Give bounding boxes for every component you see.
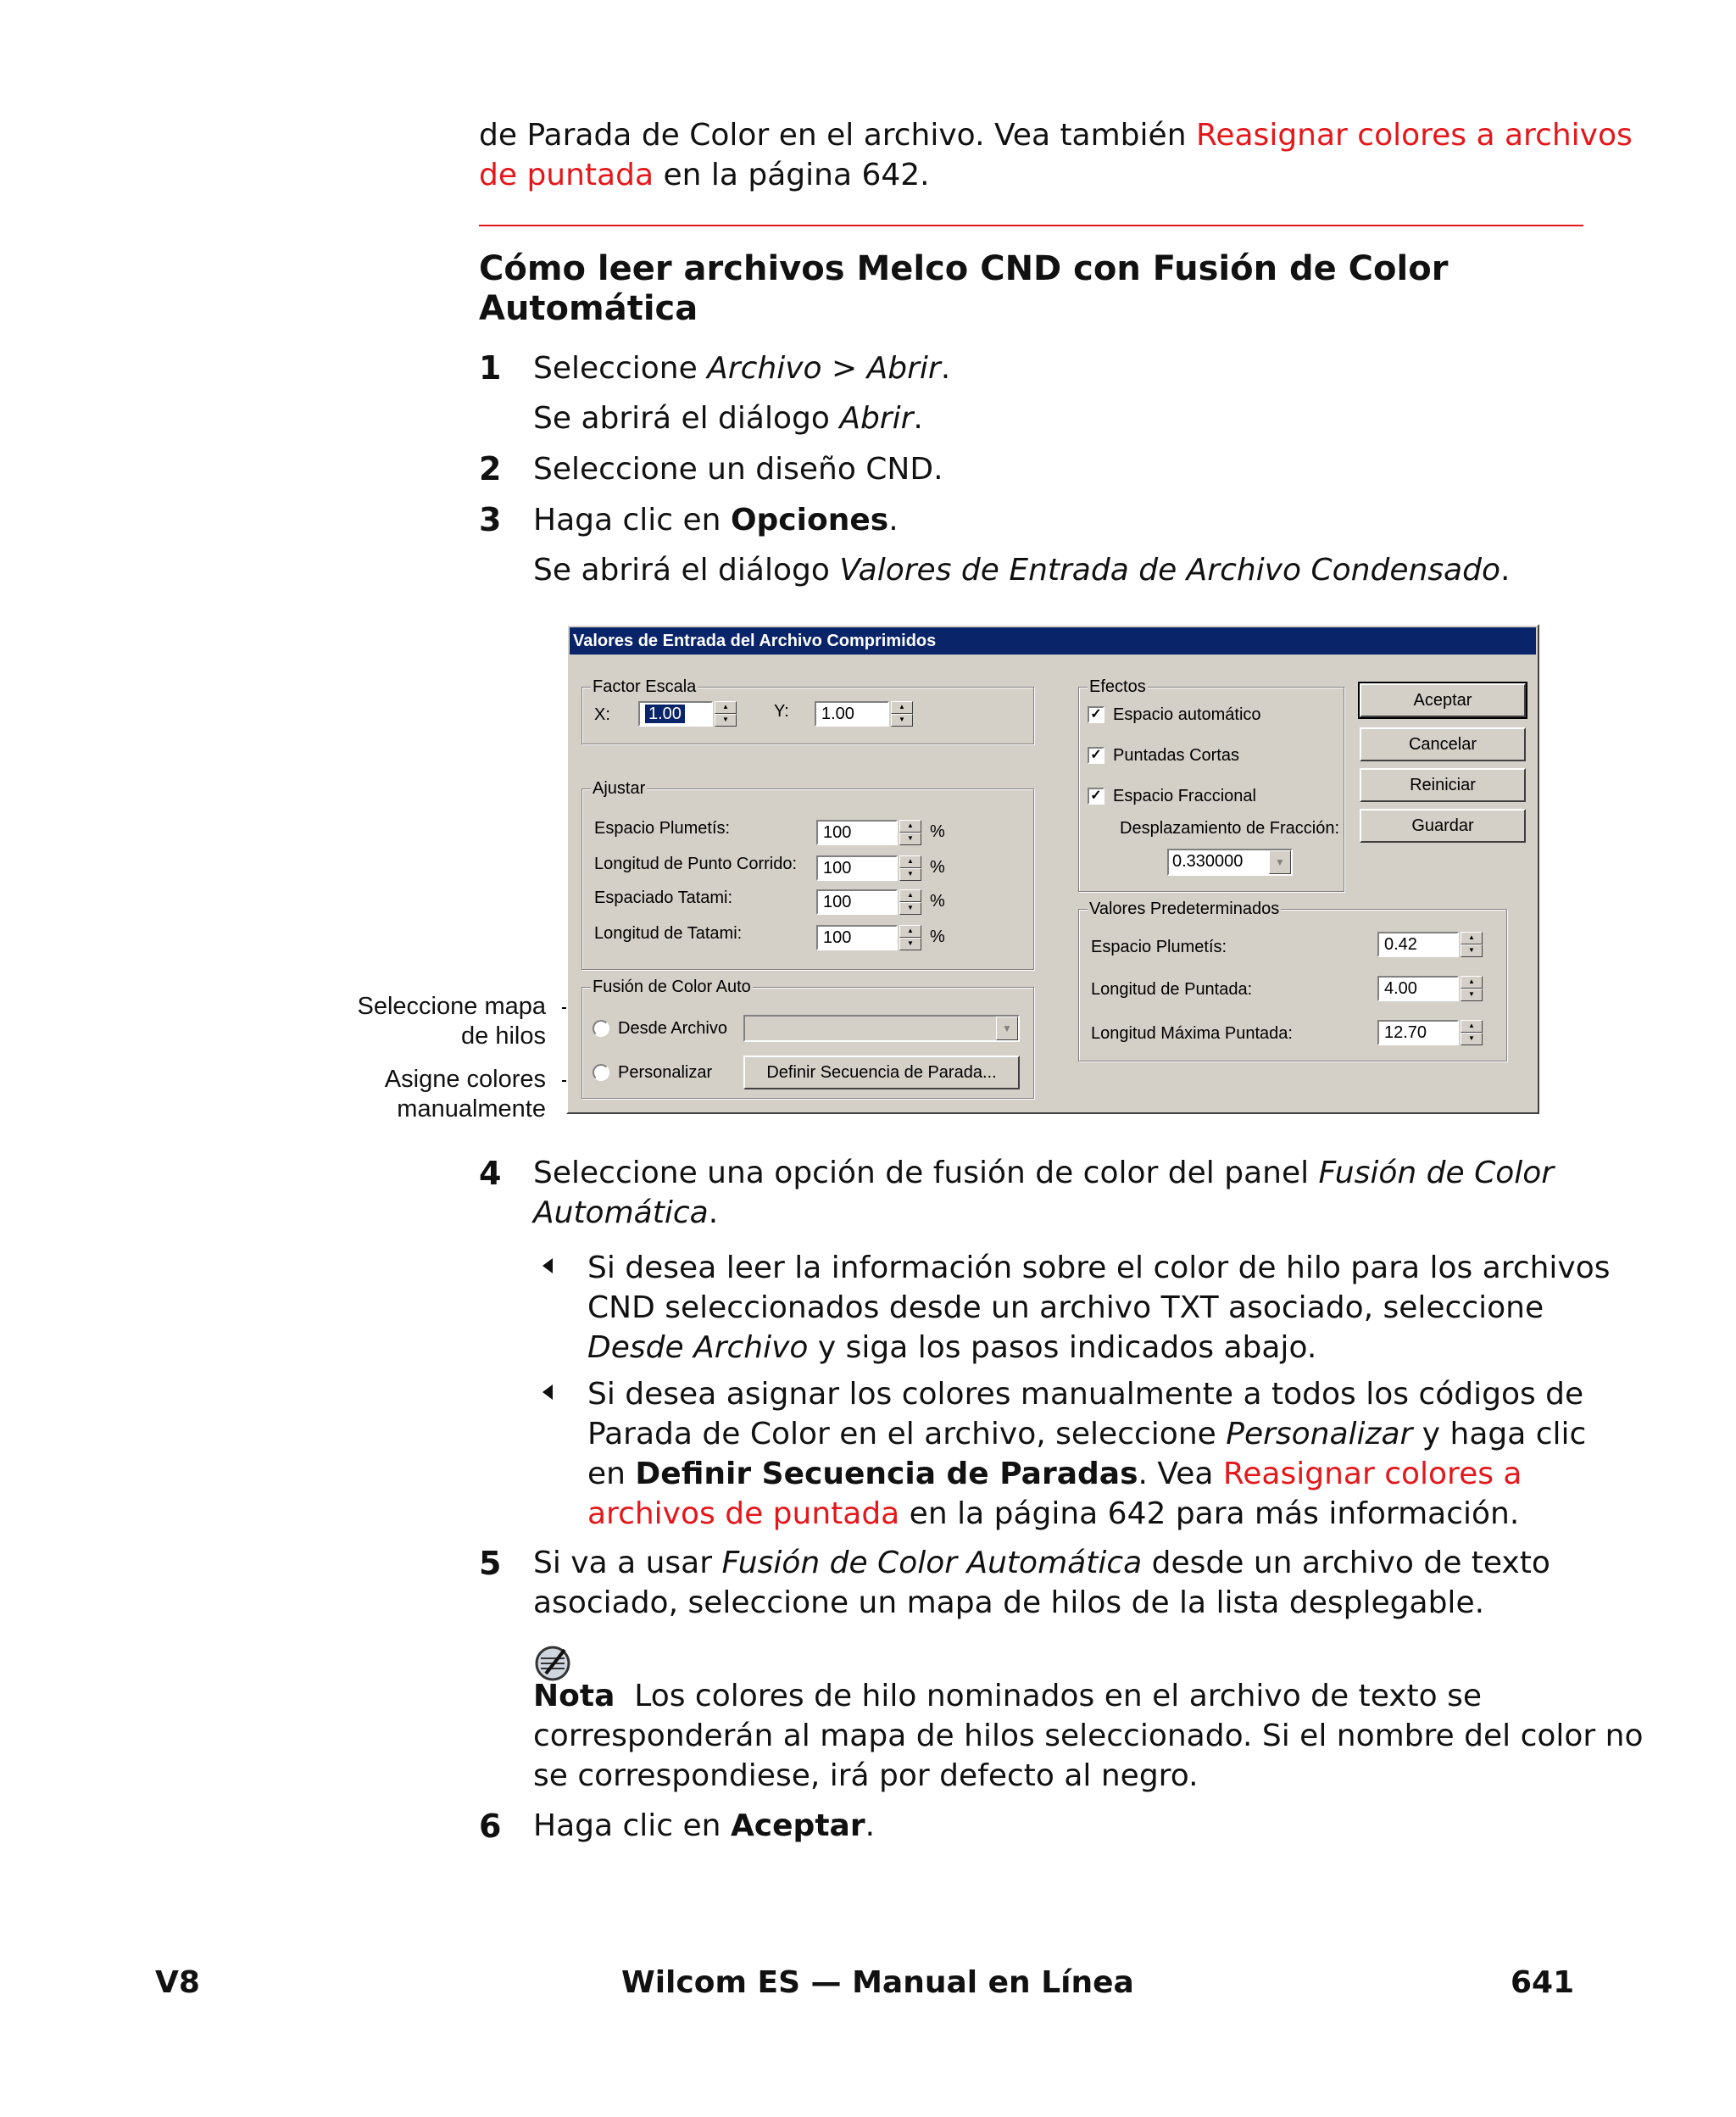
- default-input-2[interactable]: 4.00: [1377, 976, 1459, 1001]
- adjust-input-2[interactable]: 100: [816, 855, 898, 881]
- step-1-text: Seleccione Archivo > Abrir.: [533, 351, 951, 386]
- group-factor-escala: Factor Escala X: 1.00 ▲ ▼ Y: 1.00 ▲ ▼: [581, 687, 1034, 744]
- adjust-unit-2: %: [930, 858, 945, 877]
- group-fusion-color-auto: Fusión de Color Auto Desde Archivo ▼ Personalizar Definir Secuencia de Parada...: [581, 987, 1034, 1099]
- step-2-text: Seleccione un diseño CND.: [533, 452, 943, 487]
- radio-personalizar-label: Personalizar: [618, 1063, 713, 1082]
- default-input-3[interactable]: 12.70: [1377, 1020, 1459, 1045]
- link-archivos-de-puntada[interactable]: archivos de puntada: [587, 1496, 900, 1531]
- scale-y-spinner[interactable]: ▲ ▼: [891, 701, 913, 727]
- footer-page-number: 641: [1511, 1965, 1575, 2000]
- callout-assign-colors: Asigne colores manualmente: [384, 1066, 546, 1123]
- group-efectos: Efectos ✓ Espacio automático ✓ Puntadas Cortas ✓ Espacio Fraccional Desplazamiento de Fracción: 0.330000 ▼: [1078, 687, 1344, 892]
- group-valores-predeterminados: Valores Predeterminados Espacio Plumetís: 0.42 ▲ ▼ Longitud de Puntada: 4.00 ▲ ▼ Longitud Máxima Puntada: 12.70 ▲ ▼: [1078, 909, 1507, 1061]
- callout-thread-map: Seleccione mapa de hilos: [357, 993, 546, 1050]
- checkbox-espacio-fraccional-label: Espacio Fraccional: [1113, 787, 1256, 805]
- bullet-2-line-2: Parada de Color en el archivo, seleccione Personalizar y haga clic: [587, 1417, 1587, 1451]
- bullet-1-line-3: Desde Archivo y siga los pasos indicados abajo.: [587, 1330, 1317, 1365]
- link-reasignar-colores[interactable]: Reasignar colores a archivos: [1195, 118, 1633, 153]
- dialog-title: Valores de Entrada del Archivo Comprimidos: [570, 627, 1536, 655]
- default-label-3: Longitud Máxima Puntada:: [1091, 1024, 1293, 1043]
- group-ajustar: Ajustar Espacio Plumetís: 100 ▲ ▼ % Longitud de Punto Corrido: 100 ▲ ▼ % Espaciado Tatami: 100 ▲ ▼ % Longitud de Tatami: 100 ▲ ▼ %: [581, 788, 1034, 970]
- default-spinner-2[interactable]: ▲ ▼: [1461, 976, 1483, 1001]
- step-6-text: Haga clic en Aceptar.: [533, 1808, 876, 1843]
- default-input-1[interactable]: 0.42: [1377, 932, 1459, 957]
- section-divider: [479, 225, 1583, 226]
- adjust-label-2: Longitud de Punto Corrido:: [594, 855, 798, 873]
- section-heading-line-2: Automática: [479, 289, 698, 328]
- default-spinner-1[interactable]: ▲ ▼: [1461, 932, 1483, 957]
- note-line-3: se correspondiese, irá por defecto al negro.: [533, 1758, 1199, 1793]
- checkbox-puntadas-cortas-label: Puntadas Cortas: [1113, 746, 1239, 765]
- step-number-2: 2: [479, 450, 502, 487]
- fraction-offset-label: Desplazamiento de Fracción:: [1120, 819, 1340, 838]
- adjust-unit-3: %: [930, 892, 945, 911]
- intro-line-2: de puntada en la página 642.: [479, 158, 930, 192]
- bullet-arrow-icon: [542, 1384, 553, 1400]
- note-line-2: corresponderán al mapa de hilos seleccionado. Si el nombre del color no: [533, 1719, 1644, 1753]
- default-spinner-3[interactable]: ▲ ▼: [1461, 1020, 1483, 1045]
- step-5-line-1: Si va a usar Fusión de Color Automática desde un archivo de texto: [533, 1546, 1550, 1580]
- checkbox-puntadas-cortas[interactable]: ✓: [1088, 747, 1104, 764]
- radio-desde-archivo-label: Desde Archivo: [618, 1019, 727, 1038]
- bullet-1-line-2: CND seleccionados desde un archivo TXT asociado, seleccione: [587, 1290, 1544, 1325]
- radio-personalizar[interactable]: [593, 1064, 609, 1081]
- scale-y-input[interactable]: 1.00: [815, 701, 889, 727]
- checkbox-espacio-automatico[interactable]: ✓: [1088, 706, 1104, 723]
- note-line-1: Nota Los colores de hilo nominados en el archivo de texto se: [533, 1679, 1483, 1713]
- scale-x-spinner[interactable]: ▲ ▼: [715, 701, 737, 727]
- scale-x-input[interactable]: 1.00: [638, 701, 713, 727]
- step-number-6: 6: [479, 1808, 502, 1845]
- radio-desde-archivo[interactable]: [593, 1020, 609, 1037]
- scale-y-label: Y:: [774, 702, 789, 721]
- step-number-1: 1: [479, 349, 502, 387]
- bullet-arrow-icon: [542, 1258, 553, 1273]
- default-label-1: Espacio Plumetís:: [1091, 938, 1227, 956]
- bullet-1-line-1: Si desea leer la información sobre el color de hilo para los archivos: [587, 1251, 1611, 1285]
- thread-map-dropdown[interactable]: [743, 1015, 1020, 1042]
- step-3-result: Se abrirá el diálogo Valores de Entrada de Archivo Condensado.: [533, 553, 1511, 588]
- step-number-5: 5: [479, 1545, 502, 1582]
- fraction-offset-dropdown[interactable]: 0.330000 ▼: [1167, 849, 1293, 876]
- adjust-spinner-4[interactable]: ▲ ▼: [899, 925, 921, 950]
- step-1-result: Se abrirá el diálogo Abrir.: [533, 401, 923, 436]
- adjust-unit-1: %: [930, 822, 945, 841]
- step-4-line-1: Seleccione una opción de fusión de color del panel Fusión de Color: [533, 1156, 1555, 1190]
- note-label: Nota: [533, 1679, 615, 1713]
- cancel-button[interactable]: Cancelar: [1360, 727, 1526, 761]
- checkbox-espacio-automatico-label: Espacio automático: [1113, 705, 1261, 724]
- adjust-unit-4: %: [930, 928, 945, 946]
- link-de-puntada[interactable]: de puntada: [479, 158, 654, 192]
- chevron-down-icon: ▼: [996, 1017, 1018, 1040]
- step-5-line-2: asociado, seleccione un mapa de hilos de la lista desplegable.: [533, 1585, 1485, 1620]
- bullet-2-line-1: Si desea asignar los colores manualmente a todos los códigos de: [587, 1377, 1584, 1412]
- adjust-input-4[interactable]: 100: [816, 925, 898, 950]
- reset-button[interactable]: Reiniciar: [1360, 768, 1526, 802]
- checkbox-espacio-fraccional[interactable]: ✓: [1088, 788, 1104, 805]
- bullet-2-line-3: en Definir Secuencia de Paradas. Vea Reasignar colores a: [587, 1457, 1522, 1491]
- adjust-spinner-3[interactable]: ▲ ▼: [899, 889, 921, 915]
- adjust-label-3: Espaciado Tatami:: [594, 889, 733, 907]
- adjust-label-1: Espacio Plumetís:: [594, 819, 731, 838]
- footer-title: Wilcom ES — Manual en Línea: [621, 1965, 1134, 2000]
- step-4-line-2: Automática.: [533, 1195, 719, 1230]
- scale-x-label: X:: [594, 705, 610, 724]
- step-number-3: 3: [479, 501, 502, 538]
- bullet-2-line-4: archivos de puntada en la página 642 para más información.: [587, 1496, 1520, 1531]
- default-label-2: Longitud de Puntada:: [1091, 980, 1253, 999]
- chevron-down-icon: ▼: [1269, 850, 1291, 874]
- step-number-4: 4: [479, 1155, 502, 1192]
- step-3-text: Haga clic en Opciones.: [533, 503, 899, 538]
- adjust-input-3[interactable]: 100: [816, 889, 898, 915]
- footer-version: V8: [155, 1965, 200, 2000]
- adjust-spinner-2[interactable]: ▲ ▼: [899, 855, 921, 881]
- file-input-options-dialog: [566, 624, 1539, 1114]
- link-reasignar-colores[interactable]: Reasignar colores a: [1222, 1457, 1522, 1491]
- define-stop-sequence-button[interactable]: Definir Secuencia de Parada...: [743, 1056, 1020, 1089]
- adjust-spinner-1[interactable]: ▲ ▼: [899, 820, 921, 845]
- intro-line-1: de Parada de Color en el archivo. Vea también Reasignar colores a archivos: [479, 118, 1633, 153]
- section-heading-line-1: Cómo leer archivos Melco CND con Fusión de Color: [479, 249, 1449, 288]
- save-button[interactable]: Guardar: [1360, 809, 1526, 843]
- ok-button[interactable]: Aceptar: [1360, 683, 1526, 717]
- adjust-label-4: Longitud de Tatami:: [594, 924, 743, 943]
- adjust-input-1[interactable]: 100: [816, 820, 898, 845]
